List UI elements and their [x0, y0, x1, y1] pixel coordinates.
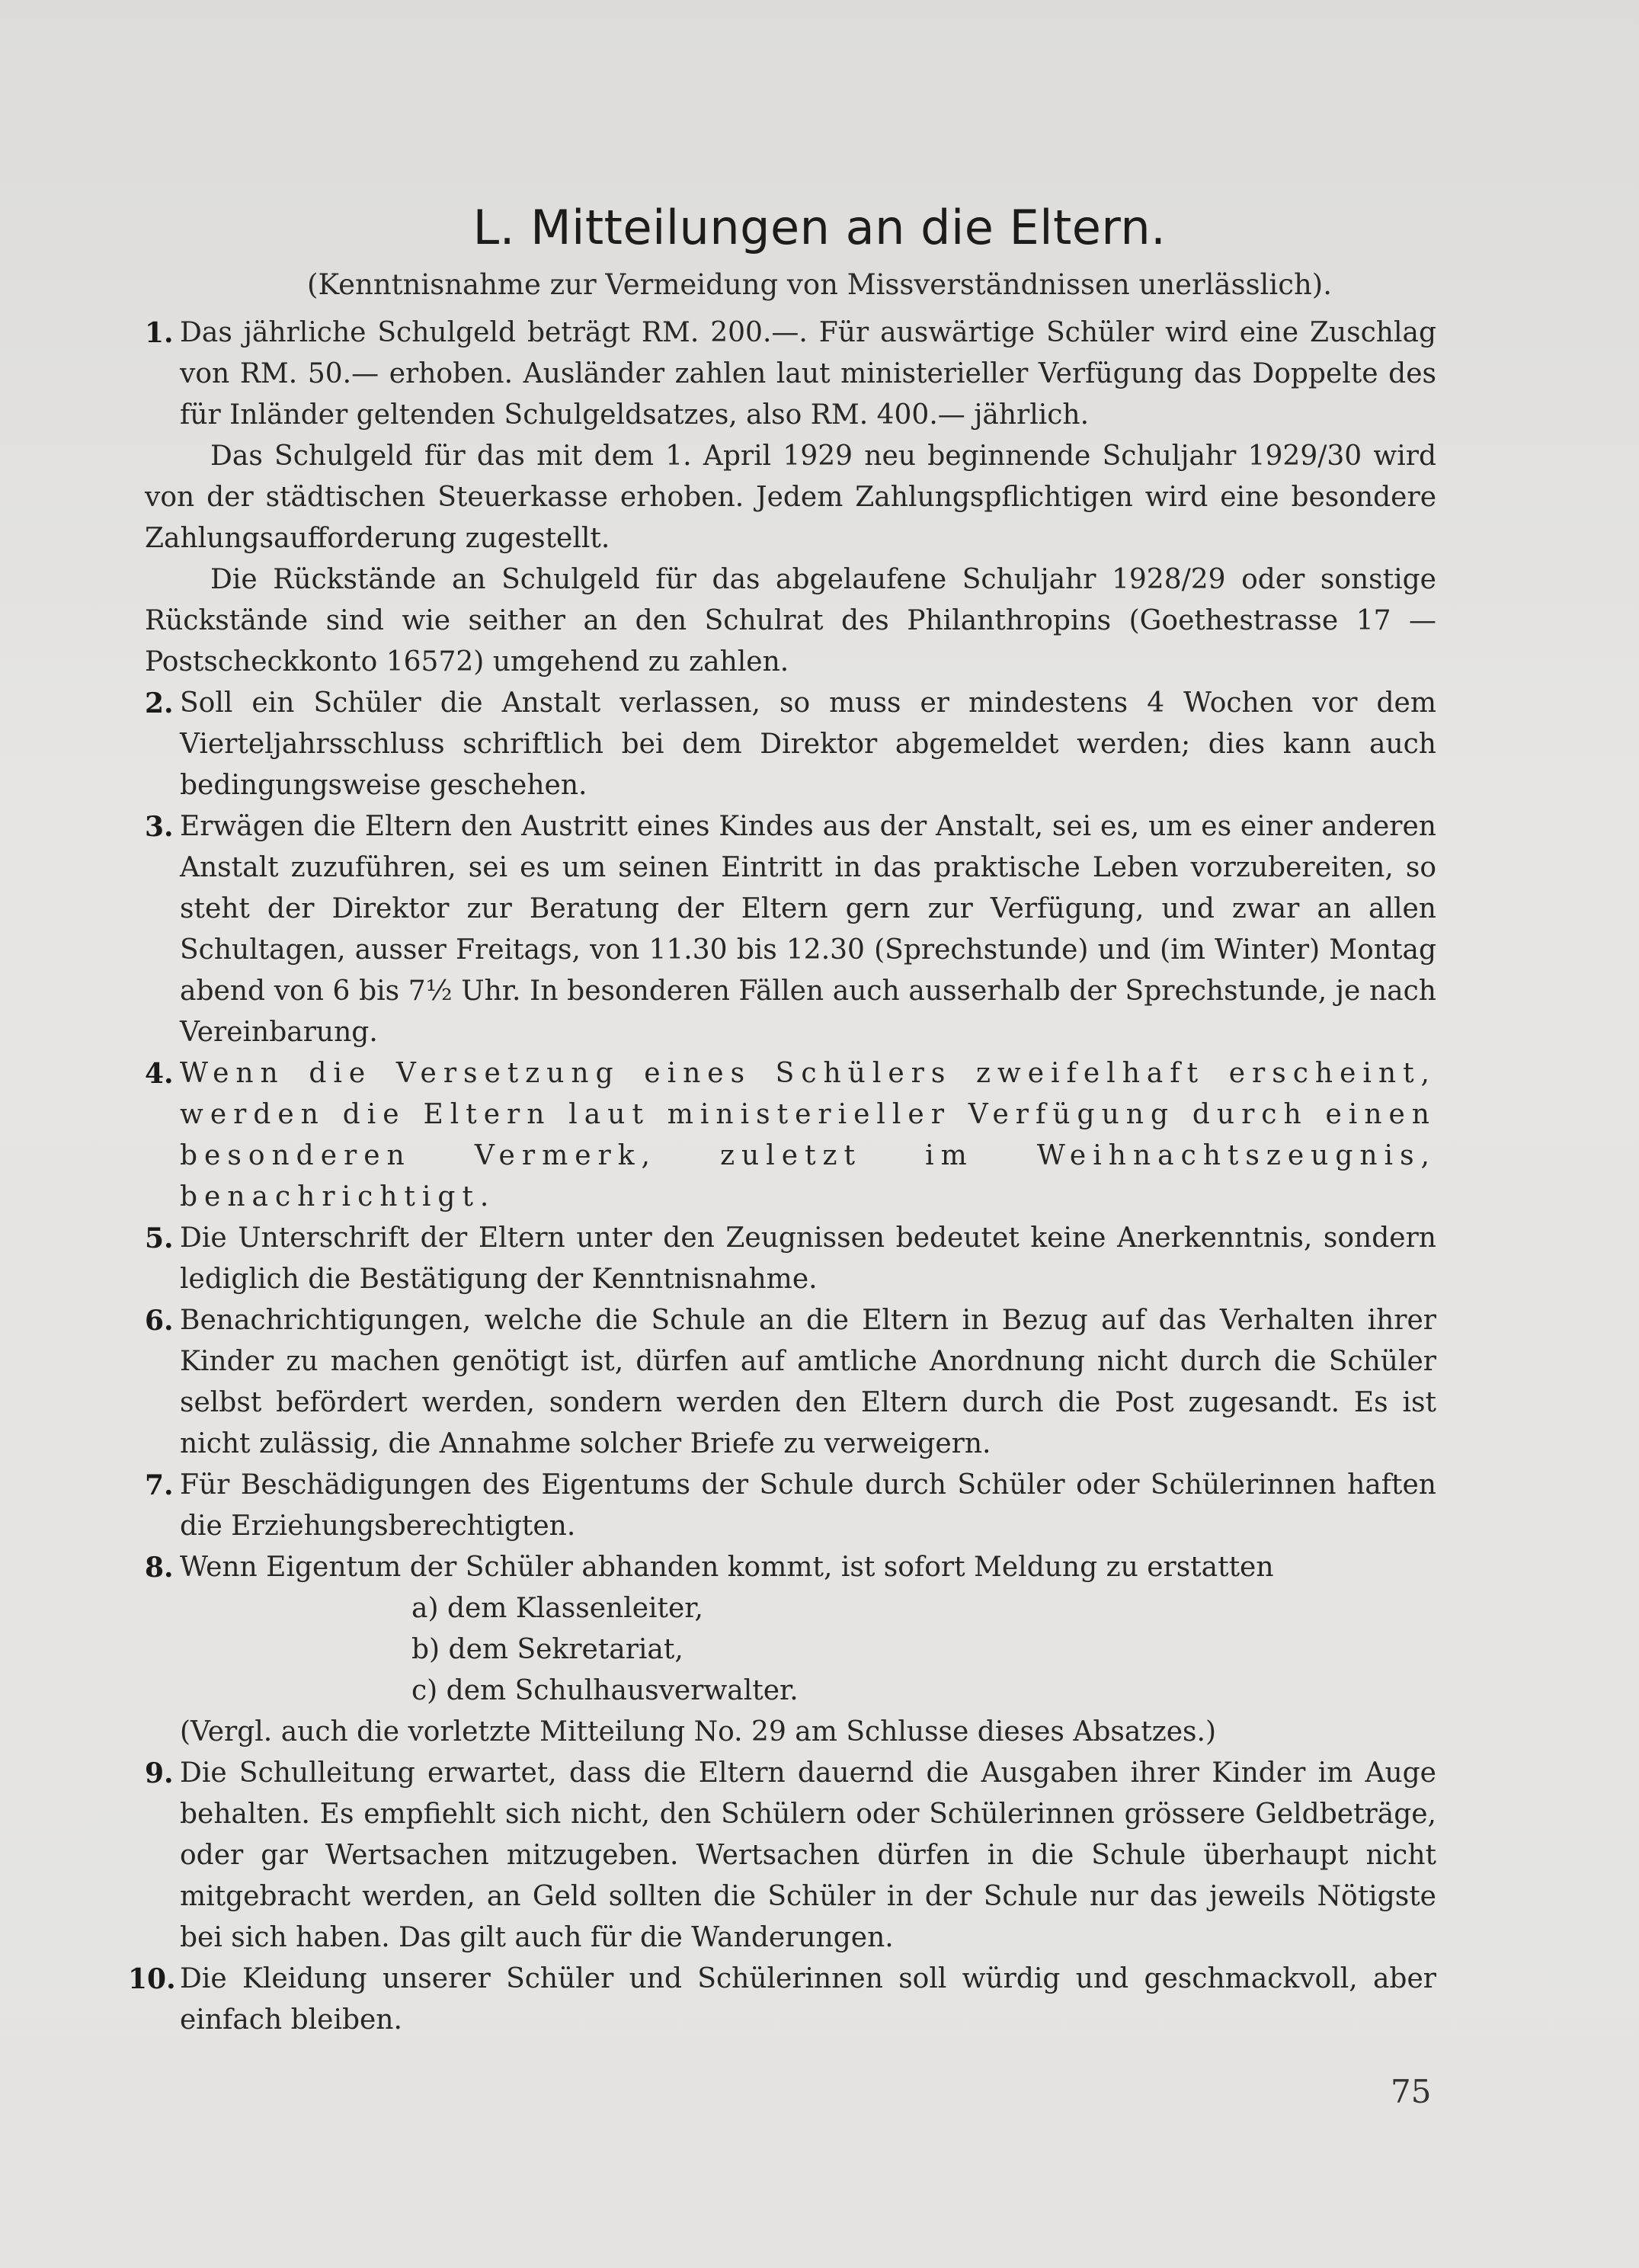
sublist-item-a: a) dem Klassenleiter,: [411, 1593, 703, 1624]
item-text: Die Schulleitung erwartet, dass die Eltern dauernd die Ausgaben ihrer Kinder im Auge behalten. Es empfiehlt sich nicht, den Schülern oder Schülerinnen grössere Geldbeträge, oder gar Wertsachen mitzugeben. Wertsachen dürfen in die Schule überhaupt nicht mitgebracht werden, an Geld sollten die Schüler in der Schule nur das jeweils Nötigste bei sich haben. Das gilt auch für die Wanderungen.: [180, 1757, 1436, 1953]
item-number: 2.: [145, 687, 174, 719]
page-number: 75: [1391, 2073, 1432, 2110]
list-item-10: [128, 1959, 1436, 2041]
list-item-6: [145, 1300, 1436, 1465]
sublist-item-b: b) dem Sekretariat,: [411, 1634, 683, 1665]
list-item-7: [145, 1465, 1436, 1547]
item-text: Erwägen die Eltern den Austritt eines Kindes aus der Anstalt, sei es, um es einer anderen Anstalt zuzuführen, sei es um seinen Eintritt in das praktische Leben vorzubereiten, so steht der Direktor zur Beratung der Eltern gern zur Verfügung, und zwar an allen Schultagen, ausser Freitags, von 11.30 bis 12.30 (Sprechstunde) und (im Winter) Montag abend von 6 bis 7½ Uhr. In besonderen Fällen auch ausserhalb der Sprechstunde, je nach Vereinbarung.: [180, 811, 1436, 1048]
item1-paragraph-arrears: Die Rückstände an Schulgeld für das abgelaufene Schuljahr 1928/29 oder sonstige Rückstände sind wie seither an den Schulrat des Philanthropins (Goethestrasse 17 — Postscheckkonto 16572) umgehend zu zahlen.: [145, 564, 1436, 678]
item-text: Wenn die Versetzung eines Schülers zweifelhaft erscheint, werden die Eltern laut ministerieller Verfügung durch einen besonderen Vermerk, zuletzt im Weihnachtszeugnis, benachrichtigt.: [180, 1058, 1436, 1212]
item-number: 1.: [145, 317, 174, 349]
item-text: Benachrichtigungen, welche die Schule an die Eltern in Bezug auf das Verhalten ihrer Kinder zu machen genötigt ist, dürfen auf amtliche Anordnung nicht durch die Schüler selbst befördert werden, sondern werden den Eltern durch die Post zugesandt. Es ist nicht zulässig, die Annahme solcher Briefe zu verweigern.: [180, 1305, 1436, 1459]
page-title: L. Mitteilungen an die Eltern.: [472, 200, 1167, 255]
item-number: 9.: [145, 1757, 174, 1789]
item-text: Für Beschädigungen des Eigentums der Schule durch Schüler oder Schülerinnen haften die Erziehungsberechtigten.: [180, 1469, 1436, 1542]
list-item-1: [145, 312, 1436, 436]
list-item-3: [145, 806, 1436, 1053]
page-subtitle: (Kenntnisnahme zur Vermeidung von Missverständnissen unerlässlich).: [307, 268, 1332, 301]
notice-list: [128, 312, 1436, 2041]
item1-paragraph-schoolfee: Das Schulgeld für das mit dem 1. April 1929 neu beginnende Schuljahr 1929/30 wird von der städtischen Steuerkasse erhoben. Jedem Zahlungspflichtigen wird eine besondere Zahlungsaufforderung zugestellt.: [145, 440, 1436, 554]
item-text: Soll ein Schüler die Anstalt verlassen, so muss er mindestens 4 Wochen vor dem Vierteljahrsschluss schriftlich bei dem Direktor abgemeldet werden; dies kann auch bedingungsweise geschehen.: [180, 687, 1436, 801]
item-number: 5.: [145, 1222, 174, 1254]
item-number: 10.: [128, 1963, 176, 1995]
item-text: Die Kleidung unserer Schüler und Schülerinnen soll würdig und geschmackvoll, aber einfach bleiben.: [180, 1963, 1436, 2036]
list-item-2: [145, 683, 1436, 806]
item-text: Das jährliche Schulgeld beträgt RM. 200.—. Für auswärtige Schüler wird eine Zuschlag von RM. 50.— erhoben. Ausländer zahlen laut ministerieller Verfügung das Doppelte des für Inländer geltenden Schulgeldsatzes, also RM. 400.— jährlich.: [180, 317, 1436, 431]
item-text: Die Unterschrift der Eltern unter den Zeugnissen bedeutet keine Anerkenntnis, sondern lediglich die Bestätigung der Kenntnisnahme.: [180, 1222, 1436, 1295]
list-item-9: [145, 1753, 1436, 1959]
item-number: 4.: [145, 1058, 174, 1090]
item-number: 6.: [145, 1305, 174, 1337]
sublist-item-c: c) dem Schulhausverwalter.: [411, 1675, 799, 1706]
item-text: Wenn Eigentum der Schüler abhanden kommt, ist sofort Meldung zu erstatten: [180, 1552, 1274, 1583]
item8-sublist: [145, 1588, 1436, 1712]
list-item-5: [145, 1218, 1436, 1300]
item-number: 7.: [145, 1469, 174, 1501]
item-number: 8.: [145, 1552, 174, 1584]
item8-note: (Vergl. auch die vorletzte Mitteilung No. 29 am Schlusse dieses Absatzes.): [180, 1716, 1217, 1747]
list-item-4: [145, 1053, 1436, 1218]
list-item-8: [145, 1547, 1436, 1588]
item-number: 3.: [145, 811, 174, 843]
